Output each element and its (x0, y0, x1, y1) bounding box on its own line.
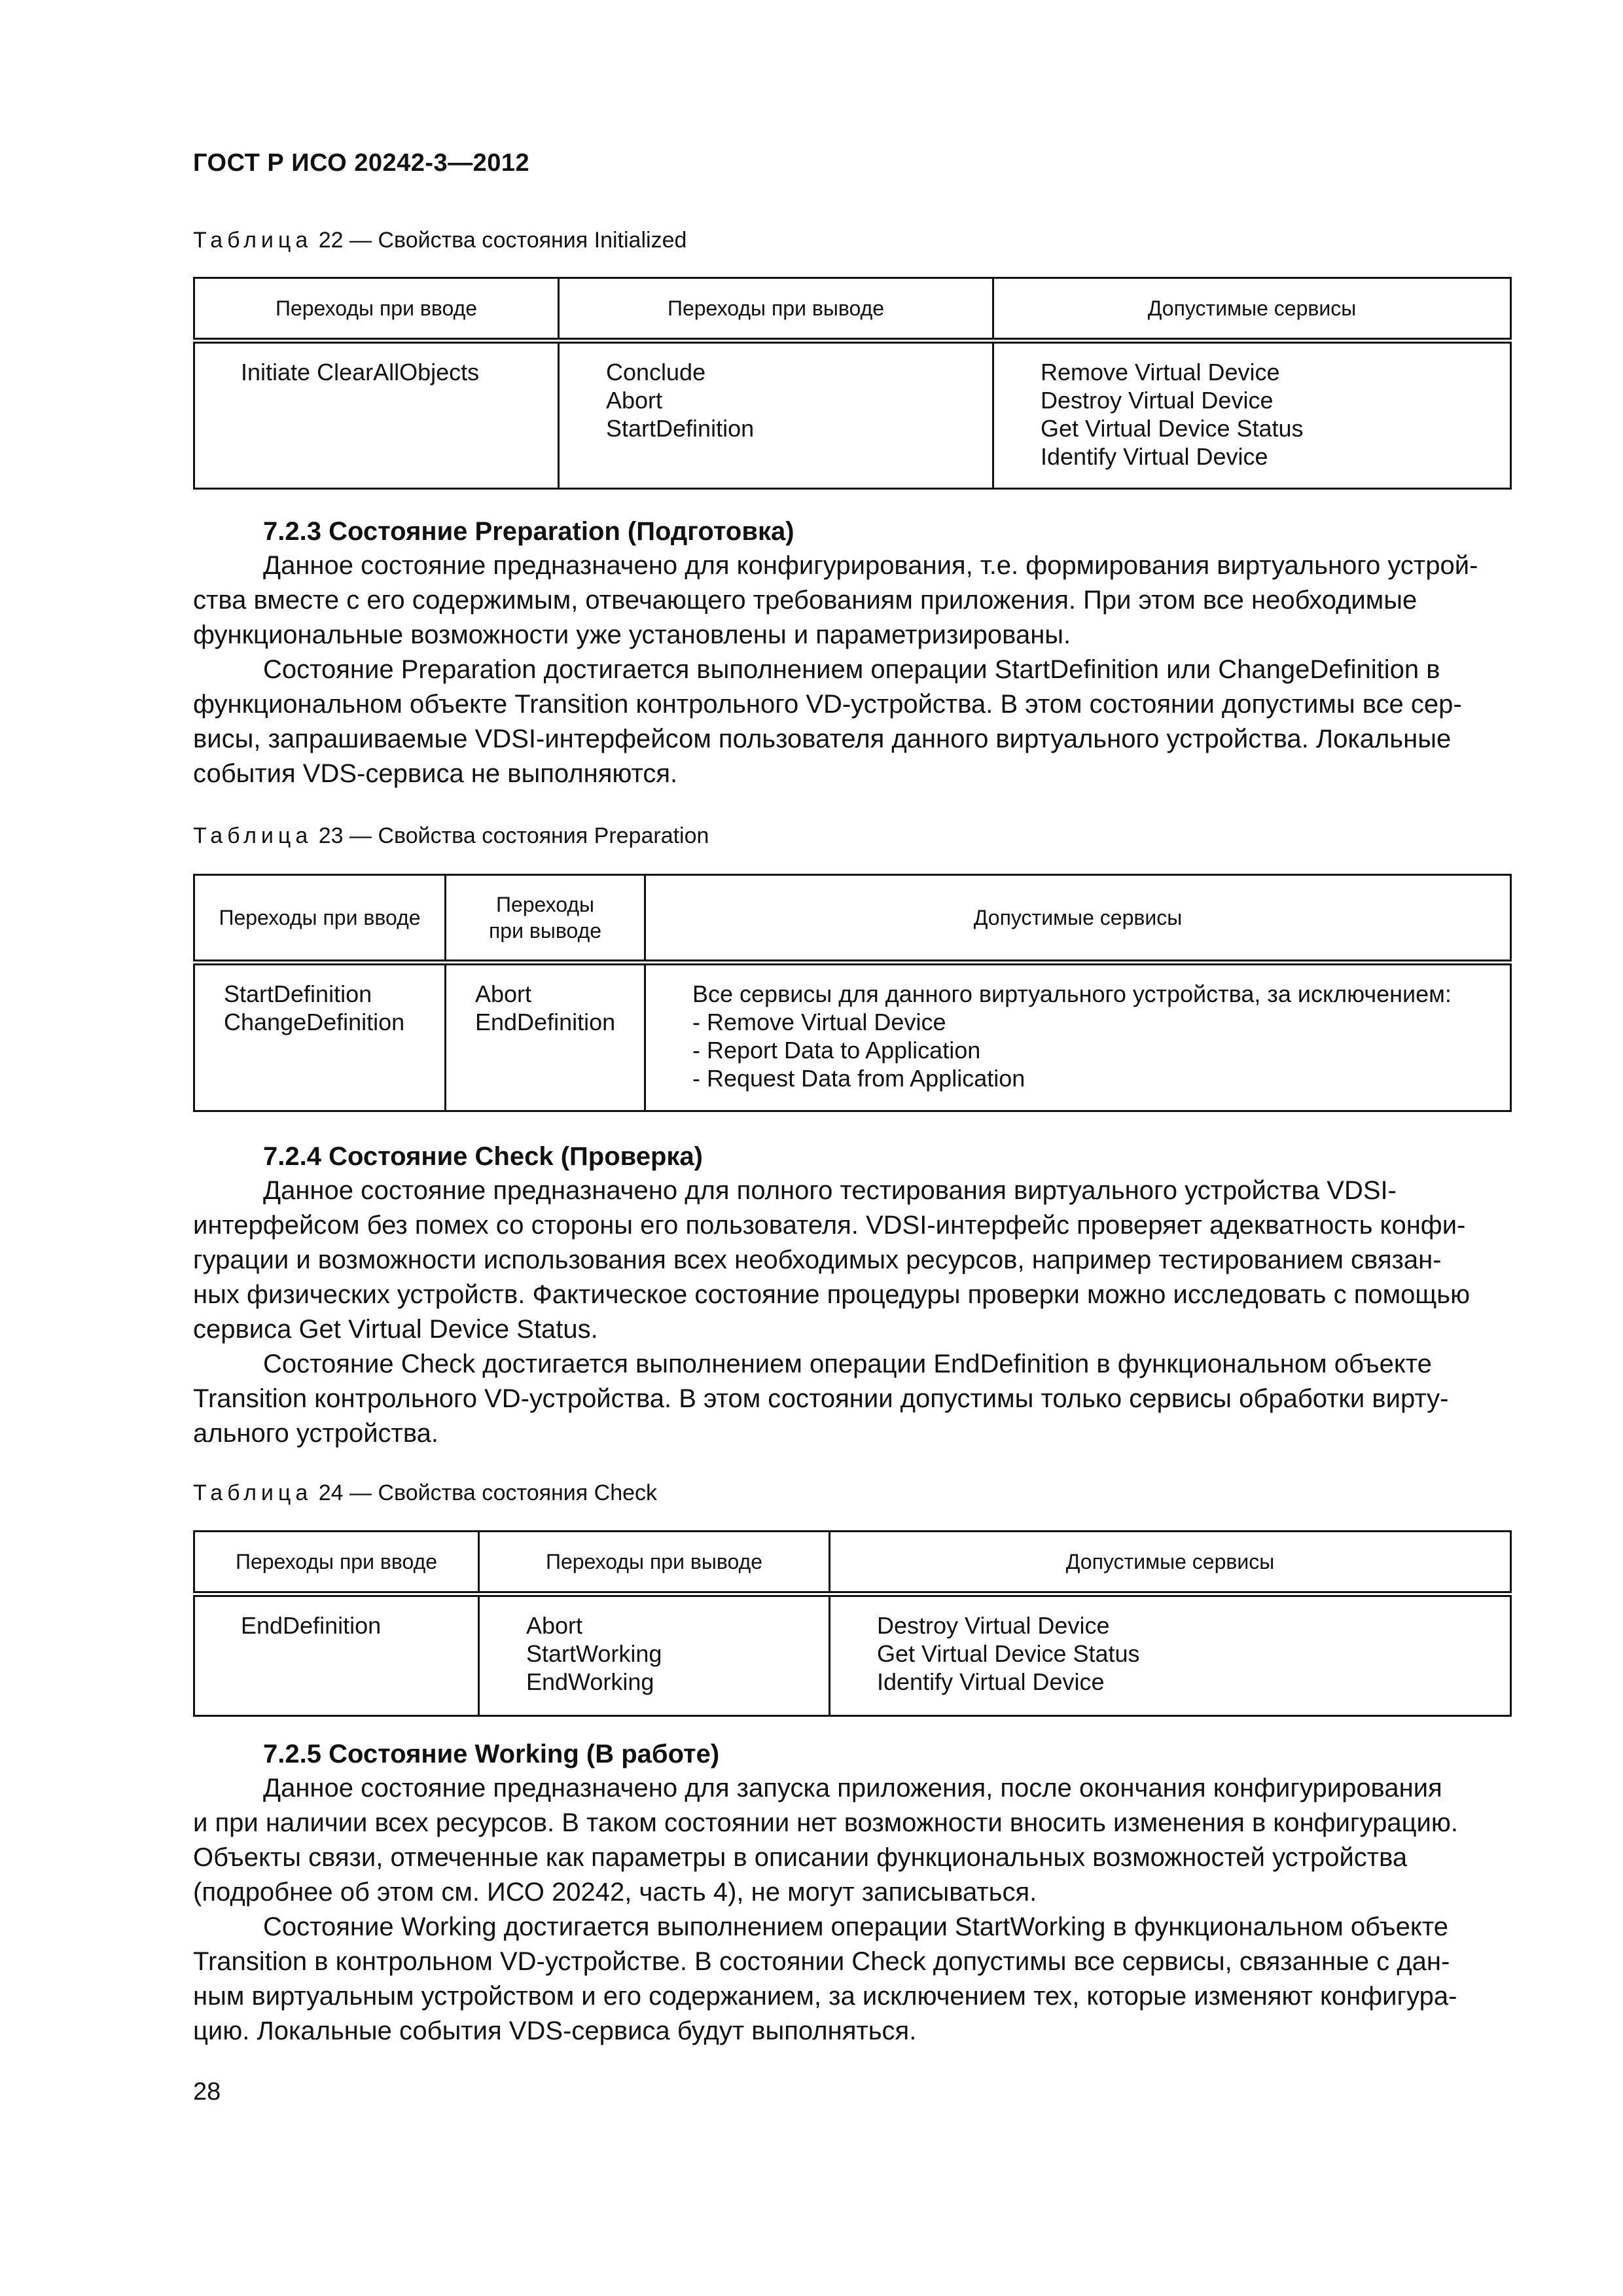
cell-line: Conclude (606, 359, 706, 386)
table-header-cell: Переходы при вводе (194, 1532, 479, 1594)
table-cell (194, 341, 559, 489)
cell-line: StartDefinition (606, 415, 755, 442)
table-header-cell: Переходы при выводе (479, 1532, 830, 1594)
table-row (194, 963, 1511, 1111)
text-line: и при наличии всех ресурсов. В таком состоянии нет возможности вносить изменения в конфигурацию. (193, 1808, 1458, 1837)
table-23 (193, 874, 1512, 1112)
cell-line: - Request Data from Application (692, 1065, 1026, 1092)
table-header-cell: Переходы при выводе (446, 875, 645, 963)
cell-line: EndDefinition (475, 1009, 616, 1035)
text-line: сервиса Get Virtual Device Status. (193, 1315, 598, 1344)
table-header-cell: Допустимые сервисы (830, 1532, 1511, 1594)
table-row (194, 341, 1511, 489)
table-caption-prefix: Таблица (193, 823, 313, 848)
table-row (194, 1594, 1511, 1716)
section-body (193, 1174, 1510, 1451)
cell-line: Abort (475, 980, 532, 1007)
table-cell (830, 1594, 1511, 1716)
cell-line: EndWorking (526, 1668, 654, 1695)
text-line: функциональном объекте Transition контрольного VD-устройства. В этом состоянии допустимы все сер- (193, 690, 1462, 719)
table-header-cell: Переходы при вводе (194, 875, 446, 963)
table-cell (194, 963, 446, 1111)
table-caption-text: 23 — Свойства состояния Preparation (312, 823, 709, 848)
section-heading: 7.2.4 Состояние Check (Проверка) (263, 1142, 703, 1171)
text-line: Данное состояние предназначено для конфигурирования, т.е. формирования виртуального устрой- (263, 551, 1478, 580)
table-23-caption (193, 823, 709, 849)
cell-line: Identify Virtual Device (1041, 443, 1268, 470)
section-body (193, 548, 1510, 791)
text-line: Данное состояние предназначено для полного тестирования виртуального устройства VDSI- (263, 1176, 1397, 1205)
table-header-cell: Допустимые сервисы (645, 875, 1511, 963)
cell-line: StartDefinition (224, 980, 372, 1007)
table-22 (193, 277, 1512, 490)
text-line: Объекты связи, отмеченные как параметры в описании функциональных возможностей устройства (193, 1843, 1408, 1872)
cell-line: EndDefinition (241, 1612, 382, 1639)
table-24-caption (193, 1480, 657, 1506)
cell-line: Get Virtual Device Status (877, 1640, 1140, 1667)
table-cell (446, 963, 645, 1111)
cell-line: Abort (606, 387, 663, 414)
text-line: висы, запрашиваемые VDSI-интерфейсом пользователя данного виртуального устройства. Локальные (193, 725, 1452, 753)
page-number: 28 (193, 2078, 221, 2106)
text-line: ных физических устройств. Фактическое состояние процедуры проверки можно исследовать с помощью (193, 1280, 1471, 1309)
text-line: Состояние Check достигается выполнением операции EndDefinition в функциональном объекте (263, 1350, 1432, 1378)
text-line: Состояние Working достигается выполнением операции StartWorking в функциональном объекте (263, 1912, 1448, 1941)
table-caption-text: 24 — Свойства состояния Check (312, 1480, 658, 1505)
table-cell (479, 1594, 830, 1716)
cell-line: Remove Virtual Device (1041, 359, 1280, 386)
table-header-cell: Допустимые сервисы (993, 278, 1511, 341)
cell-line: - Report Data to Application (692, 1037, 981, 1064)
text-line: функциональные возможности уже установлены и параметризированы. (193, 620, 1071, 649)
table-22-caption (193, 228, 687, 253)
text-line: (подробнее об этом см. ИСО 20242, часть 4), не могут записываться. (193, 1878, 1037, 1907)
text-line: интерфейсом без помех со стороны его пользователя. VDSI-интерфейс проверяет адекватность конфи- (193, 1211, 1466, 1240)
table-cell (559, 341, 993, 489)
table-cell (993, 341, 1511, 489)
text-line: Transition контрольного VD-устройства. В этом состоянии допустимы только сервисы обработки вирту- (193, 1384, 1449, 1413)
table-header-cell: Переходы при выводе (559, 278, 993, 341)
cell-line: Initiate ClearAllObjects (241, 359, 480, 386)
table-header-cell: Переходы при вводе (194, 278, 559, 341)
cell-line: ChangeDefinition (224, 1009, 405, 1035)
table-caption-prefix: Таблица (193, 228, 313, 253)
cell-line: Get Virtual Device Status (1041, 415, 1304, 442)
section-heading: 7.2.5 Состояние Working (В работе) (263, 1740, 720, 1768)
text-line: ным виртуальным устройством и его содержанием, за исключением тех, которые изменяют конфигура- (193, 1982, 1457, 2011)
table-caption-text: 22 — Свойства состояния Initialized (312, 228, 687, 253)
table-caption-prefix: Таблица (193, 1480, 313, 1505)
cell-line: Все сервисы для данного виртуального устройства, за исключением: (692, 980, 1452, 1007)
section-heading: 7.2.3 Состояние Preparation (Подготовка) (263, 517, 794, 546)
table-cell (194, 1594, 479, 1716)
cell-line: - Remove Virtual Device (692, 1009, 946, 1035)
cell-line: StartWorking (526, 1640, 662, 1667)
text-line: цию. Локальные события VDS-сервиса будут выполняться. (193, 2017, 917, 2045)
cell-line: Destroy Virtual Device (877, 1612, 1110, 1639)
text-line: ального устройства. (193, 1419, 439, 1448)
text-line: гурации и возможности использования всех необходимых ресурсов, например тестированием связан- (193, 1246, 1442, 1274)
text-line: Состояние Preparation достигается выполнением операции StartDefinition или ChangeDefinition в (263, 655, 1440, 684)
text-line: Transition в контрольном VD-устройстве. В состоянии Check допустимы все сервисы, связанные с дан- (193, 1947, 1450, 1976)
text-line: события VDS-сервиса не выполняются. (193, 759, 678, 788)
table-cell (645, 963, 1511, 1111)
text-line: Данное состояние предназначено для запуска приложения, после окончания конфигурирования (263, 1774, 1442, 1803)
section-body (193, 1771, 1510, 2049)
cell-line: Abort (526, 1612, 583, 1639)
table-24 (193, 1530, 1512, 1717)
cell-line: Identify Virtual Device (877, 1668, 1105, 1695)
cell-line: Destroy Virtual Device (1041, 387, 1274, 414)
document-header: ГОСТ Р ИСО 20242-3—2012 (193, 149, 530, 177)
text-line: ства вместе с его содержимым, отвечающего требованиям приложения. При этом все необходимые (193, 586, 1418, 615)
